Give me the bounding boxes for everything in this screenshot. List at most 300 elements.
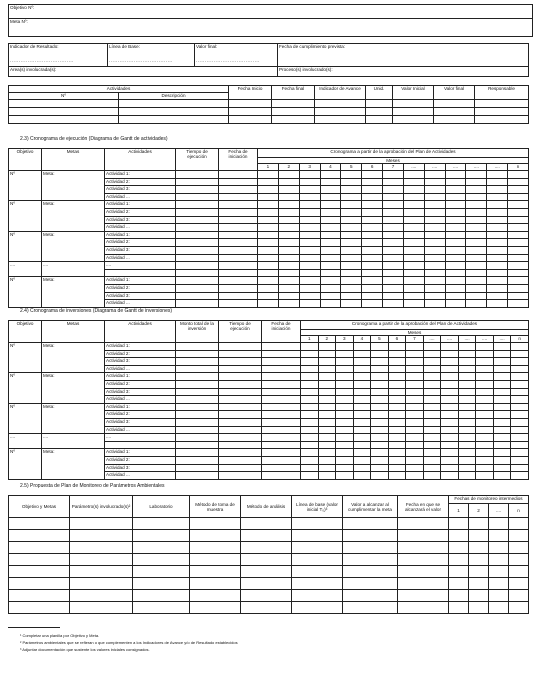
- month-cell[interactable]: [476, 464, 494, 472]
- activity-cell[interactable]: Actividad ...: [105, 472, 176, 480]
- month-cell[interactable]: [299, 269, 320, 277]
- month-cell[interactable]: [388, 449, 406, 457]
- month-cell[interactable]: [258, 277, 279, 285]
- month-cell[interactable]: [476, 358, 494, 366]
- activity-cell[interactable]: Actividad 2:: [105, 456, 176, 464]
- table-cell[interactable]: [119, 108, 229, 116]
- month-cell[interactable]: [493, 358, 511, 366]
- activity-cell[interactable]: Actividad 2:: [105, 284, 176, 292]
- table-cell[interactable]: [398, 590, 449, 602]
- month-cell[interactable]: [406, 365, 424, 373]
- month-cell[interactable]: [278, 284, 299, 292]
- month-cell[interactable]: [487, 171, 508, 179]
- month-cell[interactable]: [424, 277, 445, 285]
- month-cell[interactable]: [299, 178, 320, 186]
- month-cell[interactable]: [320, 300, 341, 308]
- month-cell[interactable]: [301, 449, 319, 457]
- month-cell[interactable]: [353, 396, 371, 404]
- data-cell[interactable]: [219, 472, 262, 480]
- month-cell[interactable]: [423, 464, 441, 472]
- month-cell[interactable]: [301, 426, 319, 434]
- table-cell[interactable]: [343, 602, 398, 614]
- month-cell[interactable]: [441, 343, 459, 351]
- data-cell[interactable]: [176, 201, 219, 209]
- month-cell[interactable]: [508, 292, 529, 300]
- month-cell[interactable]: [371, 472, 389, 480]
- month-cell[interactable]: [320, 262, 341, 270]
- data-cell[interactable]: [262, 343, 301, 351]
- table-cell[interactable]: [241, 554, 292, 566]
- month-cell[interactable]: [320, 171, 341, 179]
- month-cell[interactable]: [493, 343, 511, 351]
- activity-cell[interactable]: Actividad 1:: [105, 343, 176, 351]
- month-cell[interactable]: [318, 388, 336, 396]
- month-cell[interactable]: [258, 254, 279, 262]
- month-cell[interactable]: [403, 269, 424, 277]
- month-cell[interactable]: [423, 388, 441, 396]
- table-cell[interactable]: [241, 530, 292, 542]
- month-cell[interactable]: [466, 178, 487, 186]
- month-cell[interactable]: [388, 418, 406, 426]
- month-cell[interactable]: [299, 193, 320, 201]
- month-cell[interactable]: [493, 365, 511, 373]
- month-cell[interactable]: [441, 358, 459, 366]
- month-cell[interactable]: [493, 418, 511, 426]
- month-cell[interactable]: [353, 464, 371, 472]
- month-cell[interactable]: [445, 171, 466, 179]
- month-cell[interactable]: [383, 246, 404, 254]
- table-cell[interactable]: [70, 566, 133, 578]
- month-cell[interactable]: [341, 216, 362, 224]
- table-cell[interactable]: [343, 554, 398, 566]
- table-cell[interactable]: [489, 590, 509, 602]
- month-cell[interactable]: [423, 411, 441, 419]
- month-cell[interactable]: [353, 434, 371, 442]
- table-cell[interactable]: [133, 530, 190, 542]
- month-cell[interactable]: [424, 216, 445, 224]
- month-cell[interactable]: [341, 193, 362, 201]
- month-cell[interactable]: [336, 411, 354, 419]
- month-cell[interactable]: [441, 411, 459, 419]
- data-cell[interactable]: [176, 373, 219, 381]
- table-cell[interactable]: [9, 530, 70, 542]
- month-cell[interactable]: [341, 208, 362, 216]
- activity-cell[interactable]: Actividad 2:: [105, 208, 176, 216]
- month-cell[interactable]: [423, 449, 441, 457]
- month-cell[interactable]: [388, 441, 406, 449]
- goal-number-field[interactable]: [9, 19, 533, 37]
- table-cell[interactable]: [133, 590, 190, 602]
- month-cell[interactable]: [336, 343, 354, 351]
- goal-cell[interactable]: Meta:: [42, 403, 105, 433]
- table-cell[interactable]: [343, 542, 398, 554]
- month-cell[interactable]: [341, 201, 362, 209]
- month-cell[interactable]: [371, 418, 389, 426]
- month-cell[interactable]: [301, 464, 319, 472]
- month-cell[interactable]: [511, 418, 529, 426]
- month-cell[interactable]: [466, 262, 487, 270]
- month-cell[interactable]: [353, 411, 371, 419]
- objective-cell[interactable]: Nº: [9, 201, 42, 231]
- month-cell[interactable]: [301, 403, 319, 411]
- month-cell[interactable]: [341, 239, 362, 247]
- month-cell[interactable]: [511, 472, 529, 480]
- month-cell[interactable]: [341, 292, 362, 300]
- month-cell[interactable]: [406, 388, 424, 396]
- month-cell[interactable]: [466, 216, 487, 224]
- data-cell[interactable]: [176, 216, 219, 224]
- month-cell[interactable]: [424, 262, 445, 270]
- month-cell[interactable]: [476, 396, 494, 404]
- month-cell[interactable]: [299, 186, 320, 194]
- month-cell[interactable]: [511, 358, 529, 366]
- data-cell[interactable]: [176, 464, 219, 472]
- data-cell[interactable]: [219, 388, 262, 396]
- month-cell[interactable]: [466, 208, 487, 216]
- data-cell[interactable]: [219, 350, 262, 358]
- table-cell[interactable]: [119, 100, 229, 108]
- month-cell[interactable]: [511, 464, 529, 472]
- month-cell[interactable]: [424, 208, 445, 216]
- objective-cell[interactable]: Nº: [9, 403, 42, 433]
- month-cell[interactable]: [493, 411, 511, 419]
- month-cell[interactable]: [371, 456, 389, 464]
- month-cell[interactable]: [318, 441, 336, 449]
- data-cell[interactable]: [219, 277, 258, 285]
- table-cell[interactable]: [229, 116, 272, 124]
- table-cell[interactable]: [9, 566, 70, 578]
- month-cell[interactable]: [383, 193, 404, 201]
- month-cell[interactable]: [320, 201, 341, 209]
- month-cell[interactable]: [511, 350, 529, 358]
- activity-cell[interactable]: Actividad 3:: [105, 418, 176, 426]
- month-cell[interactable]: [487, 300, 508, 308]
- month-cell[interactable]: [336, 456, 354, 464]
- month-cell[interactable]: [258, 269, 279, 277]
- month-cell[interactable]: [388, 380, 406, 388]
- month-cell[interactable]: [353, 449, 371, 457]
- table-cell[interactable]: [70, 578, 133, 590]
- month-cell[interactable]: [318, 380, 336, 388]
- processes-field[interactable]: [278, 67, 529, 77]
- table-cell[interactable]: [343, 530, 398, 542]
- table-cell[interactable]: [133, 542, 190, 554]
- activity-cell[interactable]: Actividad 1:: [105, 373, 176, 381]
- month-cell[interactable]: [362, 178, 383, 186]
- activity-cell[interactable]: Actividad ...: [105, 193, 176, 201]
- activity-cell[interactable]: Actividad 3:: [105, 292, 176, 300]
- table-cell[interactable]: [509, 542, 529, 554]
- month-cell[interactable]: [362, 193, 383, 201]
- month-cell[interactable]: [406, 343, 424, 351]
- table-cell[interactable]: [398, 530, 449, 542]
- month-cell[interactable]: [406, 449, 424, 457]
- data-cell[interactable]: [176, 358, 219, 366]
- table-cell[interactable]: [70, 554, 133, 566]
- month-cell[interactable]: [371, 343, 389, 351]
- month-cell[interactable]: [383, 292, 404, 300]
- month-cell[interactable]: [301, 472, 319, 480]
- activity-cell[interactable]: Actividad 2:: [105, 239, 176, 247]
- table-cell[interactable]: [70, 602, 133, 614]
- month-cell[interactable]: [424, 284, 445, 292]
- data-cell[interactable]: [219, 231, 258, 239]
- month-cell[interactable]: [476, 380, 494, 388]
- table-cell[interactable]: [489, 518, 509, 530]
- activity-cell[interactable]: Actividad 3:: [105, 216, 176, 224]
- month-cell[interactable]: [299, 262, 320, 270]
- month-cell[interactable]: [301, 380, 319, 388]
- month-cell[interactable]: [423, 396, 441, 404]
- goal-cell[interactable]: Meta:: [42, 231, 105, 261]
- month-cell[interactable]: [441, 472, 459, 480]
- month-cell[interactable]: [487, 231, 508, 239]
- month-cell[interactable]: [424, 254, 445, 262]
- month-cell[interactable]: [336, 350, 354, 358]
- data-cell[interactable]: [219, 284, 258, 292]
- month-cell[interactable]: [403, 292, 424, 300]
- month-cell[interactable]: [362, 201, 383, 209]
- month-cell[interactable]: [299, 292, 320, 300]
- month-cell[interactable]: [353, 343, 371, 351]
- month-cell[interactable]: [487, 246, 508, 254]
- month-cell[interactable]: [445, 292, 466, 300]
- month-cell[interactable]: [508, 201, 529, 209]
- month-cell[interactable]: [511, 373, 529, 381]
- data-cell[interactable]: [219, 403, 262, 411]
- month-cell[interactable]: [353, 350, 371, 358]
- month-cell[interactable]: [362, 277, 383, 285]
- month-cell[interactable]: [336, 464, 354, 472]
- month-cell[interactable]: [388, 426, 406, 434]
- data-cell[interactable]: [262, 403, 301, 411]
- month-cell[interactable]: [362, 246, 383, 254]
- table-cell[interactable]: [9, 578, 70, 590]
- month-cell[interactable]: [458, 343, 476, 351]
- month-cell[interactable]: [476, 426, 494, 434]
- month-cell[interactable]: [476, 403, 494, 411]
- data-cell[interactable]: [262, 441, 301, 449]
- month-cell[interactable]: [258, 201, 279, 209]
- month-cell[interactable]: [487, 292, 508, 300]
- month-cell[interactable]: [383, 186, 404, 194]
- table-cell[interactable]: [9, 100, 119, 108]
- data-cell[interactable]: [176, 262, 219, 270]
- data-cell[interactable]: [219, 208, 258, 216]
- objective-cell[interactable]: Nº: [9, 373, 42, 403]
- data-cell[interactable]: [176, 411, 219, 419]
- data-cell[interactable]: [176, 239, 219, 247]
- month-cell[interactable]: [458, 464, 476, 472]
- table-cell[interactable]: [489, 578, 509, 590]
- table-cell[interactable]: [241, 518, 292, 530]
- table-cell[interactable]: [315, 108, 366, 116]
- month-cell[interactable]: [362, 208, 383, 216]
- data-cell[interactable]: [219, 224, 258, 232]
- table-cell[interactable]: [241, 602, 292, 614]
- month-cell[interactable]: [318, 343, 336, 351]
- month-cell[interactable]: [406, 358, 424, 366]
- month-cell[interactable]: [493, 373, 511, 381]
- month-cell[interactable]: [278, 186, 299, 194]
- data-cell[interactable]: [176, 193, 219, 201]
- month-cell[interactable]: [371, 403, 389, 411]
- month-cell[interactable]: [511, 388, 529, 396]
- goal-cell[interactable]: ....: [42, 262, 105, 277]
- month-cell[interactable]: [458, 441, 476, 449]
- month-cell[interactable]: [424, 300, 445, 308]
- month-cell[interactable]: [258, 178, 279, 186]
- month-cell[interactable]: [466, 231, 487, 239]
- table-cell[interactable]: [398, 518, 449, 530]
- data-cell[interactable]: [176, 300, 219, 308]
- data-cell[interactable]: [176, 277, 219, 285]
- month-cell[interactable]: [458, 350, 476, 358]
- month-cell[interactable]: [353, 373, 371, 381]
- month-cell[interactable]: [371, 380, 389, 388]
- activity-cell[interactable]: Actividad ...: [105, 426, 176, 434]
- data-cell[interactable]: [219, 434, 262, 442]
- month-cell[interactable]: [341, 171, 362, 179]
- month-cell[interactable]: [336, 426, 354, 434]
- month-cell[interactable]: [476, 388, 494, 396]
- month-cell[interactable]: [301, 456, 319, 464]
- table-cell[interactable]: [70, 590, 133, 602]
- table-cell[interactable]: [475, 100, 529, 108]
- baseline-field[interactable]: [108, 44, 195, 67]
- month-cell[interactable]: [476, 411, 494, 419]
- month-cell[interactable]: [487, 208, 508, 216]
- month-cell[interactable]: [423, 373, 441, 381]
- month-cell[interactable]: [341, 186, 362, 194]
- table-cell[interactable]: [190, 578, 241, 590]
- table-cell[interactable]: [449, 566, 469, 578]
- month-cell[interactable]: [508, 277, 529, 285]
- data-cell[interactable]: [219, 201, 258, 209]
- activity-cell[interactable]: Actividad ...: [105, 224, 176, 232]
- month-cell[interactable]: [383, 239, 404, 247]
- month-cell[interactable]: [336, 358, 354, 366]
- table-cell[interactable]: [70, 530, 133, 542]
- month-cell[interactable]: [487, 224, 508, 232]
- month-cell[interactable]: [318, 449, 336, 457]
- objective-cell[interactable]: Nº: [9, 277, 42, 307]
- month-cell[interactable]: [466, 292, 487, 300]
- month-cell[interactable]: [423, 418, 441, 426]
- month-cell[interactable]: [403, 201, 424, 209]
- month-cell[interactable]: [341, 178, 362, 186]
- month-cell[interactable]: [487, 239, 508, 247]
- month-cell[interactable]: [403, 178, 424, 186]
- table-cell[interactable]: [190, 566, 241, 578]
- month-cell[interactable]: [403, 277, 424, 285]
- month-cell[interactable]: [493, 403, 511, 411]
- month-cell[interactable]: [258, 246, 279, 254]
- activity-cell[interactable]: Actividad 3:: [105, 186, 176, 194]
- activity-cell[interactable]: [105, 441, 176, 449]
- month-cell[interactable]: [403, 239, 424, 247]
- data-cell[interactable]: [176, 343, 219, 351]
- month-cell[interactable]: [336, 449, 354, 457]
- month-cell[interactable]: [336, 380, 354, 388]
- table-cell[interactable]: [133, 578, 190, 590]
- month-cell[interactable]: [441, 426, 459, 434]
- month-cell[interactable]: [493, 396, 511, 404]
- table-cell[interactable]: [366, 116, 393, 124]
- month-cell[interactable]: [493, 472, 511, 480]
- month-cell[interactable]: [466, 186, 487, 194]
- month-cell[interactable]: [487, 193, 508, 201]
- month-cell[interactable]: [508, 178, 529, 186]
- month-cell[interactable]: [493, 441, 511, 449]
- data-cell[interactable]: [219, 292, 258, 300]
- data-cell[interactable]: [262, 456, 301, 464]
- goal-cell[interactable]: Meta:: [42, 373, 105, 403]
- data-cell[interactable]: [176, 269, 219, 277]
- month-cell[interactable]: [362, 292, 383, 300]
- month-cell[interactable]: [299, 239, 320, 247]
- activity-cell[interactable]: Actividad 2:: [105, 178, 176, 186]
- month-cell[interactable]: [445, 284, 466, 292]
- month-cell[interactable]: [458, 380, 476, 388]
- month-cell[interactable]: [445, 254, 466, 262]
- month-cell[interactable]: [424, 171, 445, 179]
- table-cell[interactable]: [393, 116, 434, 124]
- month-cell[interactable]: [318, 396, 336, 404]
- month-cell[interactable]: [388, 343, 406, 351]
- activity-cell[interactable]: Actividad ...: [105, 396, 176, 404]
- table-cell[interactable]: [475, 116, 529, 124]
- month-cell[interactable]: [362, 186, 383, 194]
- month-cell[interactable]: [371, 411, 389, 419]
- table-cell[interactable]: [489, 566, 509, 578]
- activity-cell[interactable]: Actividad 1:: [105, 201, 176, 209]
- objective-cell[interactable]: Nº: [9, 231, 42, 261]
- month-cell[interactable]: [278, 262, 299, 270]
- month-cell[interactable]: [371, 373, 389, 381]
- data-cell[interactable]: [176, 171, 219, 179]
- month-cell[interactable]: [278, 171, 299, 179]
- month-cell[interactable]: [406, 426, 424, 434]
- activity-cell[interactable]: Actividad ...: [105, 365, 176, 373]
- month-cell[interactable]: [336, 472, 354, 480]
- month-cell[interactable]: [406, 396, 424, 404]
- table-cell[interactable]: [434, 108, 475, 116]
- data-cell[interactable]: [219, 441, 262, 449]
- month-cell[interactable]: [403, 171, 424, 179]
- month-cell[interactable]: [508, 193, 529, 201]
- month-cell[interactable]: [476, 456, 494, 464]
- month-cell[interactable]: [353, 472, 371, 480]
- month-cell[interactable]: [441, 403, 459, 411]
- month-cell[interactable]: [458, 434, 476, 442]
- month-cell[interactable]: [406, 434, 424, 442]
- month-cell[interactable]: [406, 403, 424, 411]
- month-cell[interactable]: [362, 231, 383, 239]
- month-cell[interactable]: [508, 186, 529, 194]
- month-cell[interactable]: [511, 441, 529, 449]
- data-cell[interactable]: [176, 426, 219, 434]
- month-cell[interactable]: [388, 373, 406, 381]
- month-cell[interactable]: [258, 262, 279, 270]
- data-cell[interactable]: [219, 456, 262, 464]
- month-cell[interactable]: [341, 254, 362, 262]
- data-cell[interactable]: [176, 380, 219, 388]
- month-cell[interactable]: [406, 456, 424, 464]
- month-cell[interactable]: [403, 208, 424, 216]
- month-cell[interactable]: [301, 418, 319, 426]
- month-cell[interactable]: [362, 300, 383, 308]
